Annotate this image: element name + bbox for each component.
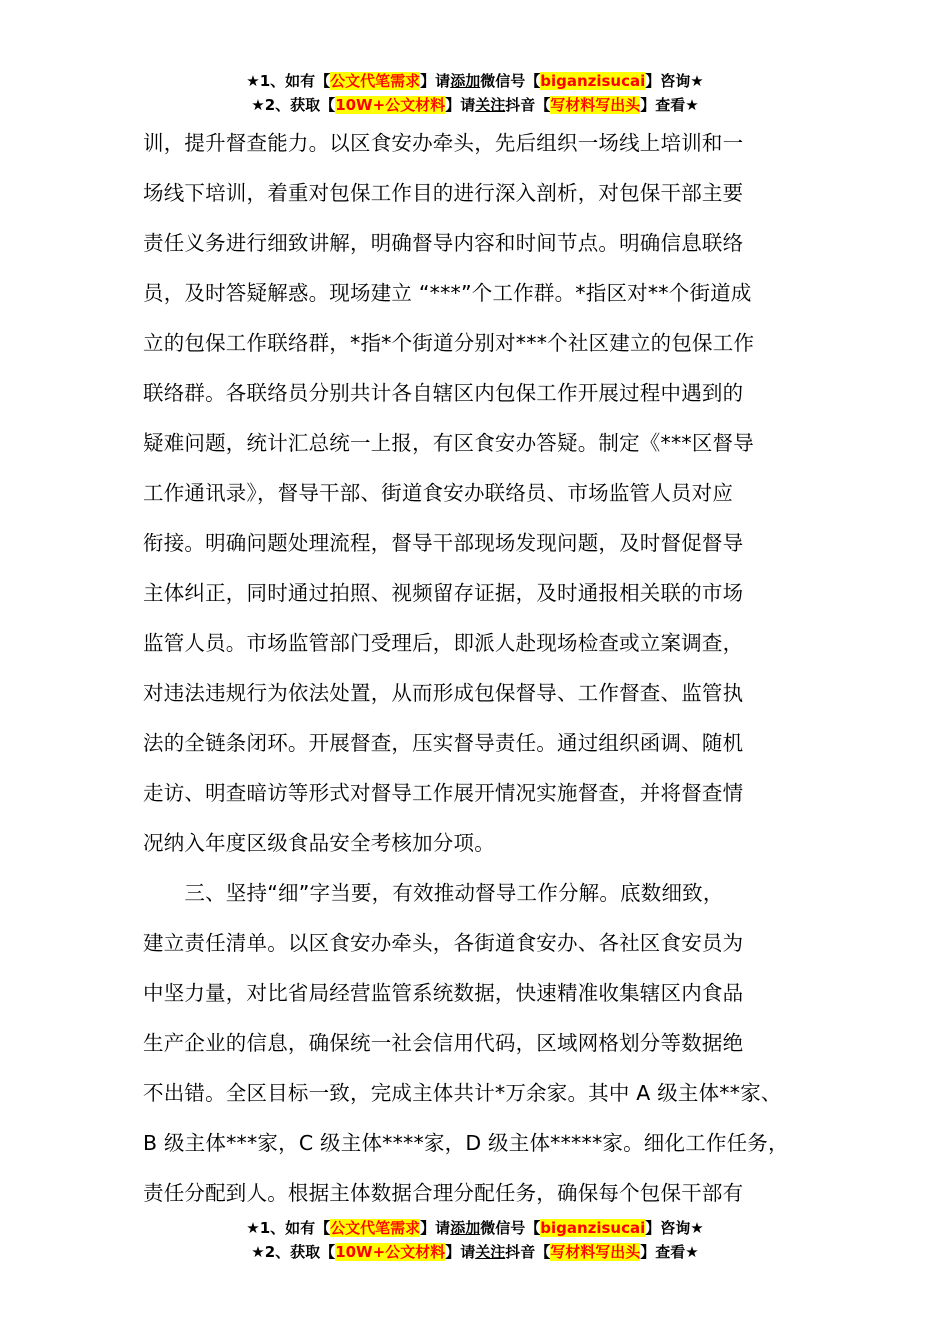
body-line: 责任义务进行细致讲解，明确督导内容和时间节点。明确信息联络 [143,231,744,255]
body-line: 走访、明查暗访等形式对督导工作展开情况实施督查，并将督查情 [143,781,744,805]
body-line: 联络群。各联络员分别共计各自辖区内包保工作开展过程中遇到的 [143,381,744,405]
banner-line-2 [0,93,950,117]
body-line: 场线下培训，着重对包保工作目的进行深入剖析，对包保干部主要 [143,181,744,205]
body-line: 衔接。明确问题处理流程，督导干部现场发现问题，及时督促督导 [143,531,744,555]
body-line: 疑难问题，统计汇总统一上报，有区食安办答疑。制定《***区督导 [143,431,754,455]
body-line: 生产企业的信息，确保统一社会信用代码，区域网格划分等数据绝 [143,1031,744,1055]
douyin-id: 写材料写出头 [550,96,641,114]
banner-text: 】查看★ [640,96,699,114]
body-line: 监管人员。市场监管部门受理后，即派人赴现场检查或立案调查， [143,631,744,655]
banner-text: ★2、获取【 [251,96,336,114]
banner-text: 】咨询★ [645,1219,704,1237]
body-line: 立的包保工作联络群，*指*个街道分别对***个社区建立的包保工作 [143,331,755,355]
highlight-text: 10W+公文材料 [335,1243,446,1261]
body-line: 责任分配到人。根据主体数据合理分配任务，确保每个包保干部有 [143,1181,744,1205]
banner-text: 抖音【 [505,96,551,114]
emphasis-text: 关注 [475,1243,506,1261]
body-line: 法的全链条闭环。开展督查，压实督导责任。通过组织函调、随机 [143,731,744,755]
banner-text: 微信号【 [480,72,541,90]
banner-text: 】请 [445,1243,476,1261]
emphasis-text: 关注 [475,96,506,114]
body-line: 工作通讯录》，督导干部、街道食安办联络员、市场监管人员对应 [143,481,734,505]
emphasis-text: 添加 [450,72,481,90]
banner-text: 】咨询★ [645,72,704,90]
body-line: 对违法违规行为依法处置，从而形成包保督导、工作督查、监管执 [143,681,744,705]
banner-text: 】请 [420,1219,451,1237]
wechat-id: biganzisucai [540,72,646,90]
banner-text: 抖音【 [505,1243,551,1261]
banner-text: ★2、获取【 [251,1243,336,1261]
emphasis-text: 添加 [450,1219,481,1237]
banner-line-1 [0,69,950,93]
footer-banner [0,1216,950,1264]
banner-text: 】查看★ [640,1243,699,1261]
banner-text: 微信号【 [480,1219,541,1237]
header-banner [0,69,950,117]
body-line: 中坚力量，对比省局经营监管系统数据，快速精准收集辖区内食品 [143,981,744,1005]
body-line: 训，提升督查能力。以区食安办牵头，先后组织一场线上培训和一 [143,131,744,155]
highlight-text: 10W+公文材料 [335,96,446,114]
banner-text: 】请 [420,72,451,90]
body-line: 建立责任清单。以区食安办牵头，各街道食安办、各社区食安员为 [143,931,744,955]
banner-text: ★1、如有【 [246,1219,331,1237]
body-line: 况纳入年度区级食品安全考核加分项。 [143,831,495,855]
highlight-text: 公文代笔需求 [330,72,421,90]
banner-line-1 [0,1216,950,1240]
body-line: B 级主体***家，C 级主体****家，D 级主体*****家。细化工作任务， [143,1131,789,1155]
banner-text: ★1、如有【 [246,72,331,90]
body-line: 主体纠正，同时通过拍照、视频留存证据，及时通报相关联的市场 [143,581,744,605]
wechat-id: biganzisucai [540,1219,646,1237]
banner-line-2 [0,1240,950,1264]
document-body [143,118,813,1218]
body-line: 员，及时答疑解惑。现场建立 “***”个工作群。*指区对**个街道成 [143,281,752,305]
douyin-id: 写材料写出头 [550,1243,641,1261]
banner-text: 】请 [445,96,476,114]
section-heading-line: 三、坚持“细”字当要，有效推动督导工作分解。底数细致， [143,881,724,905]
highlight-text: 公文代笔需求 [330,1219,421,1237]
body-line: 不出错。全区目标一致，完成主体共计*万余家。其中 A 级主体**家、 [143,1081,782,1105]
